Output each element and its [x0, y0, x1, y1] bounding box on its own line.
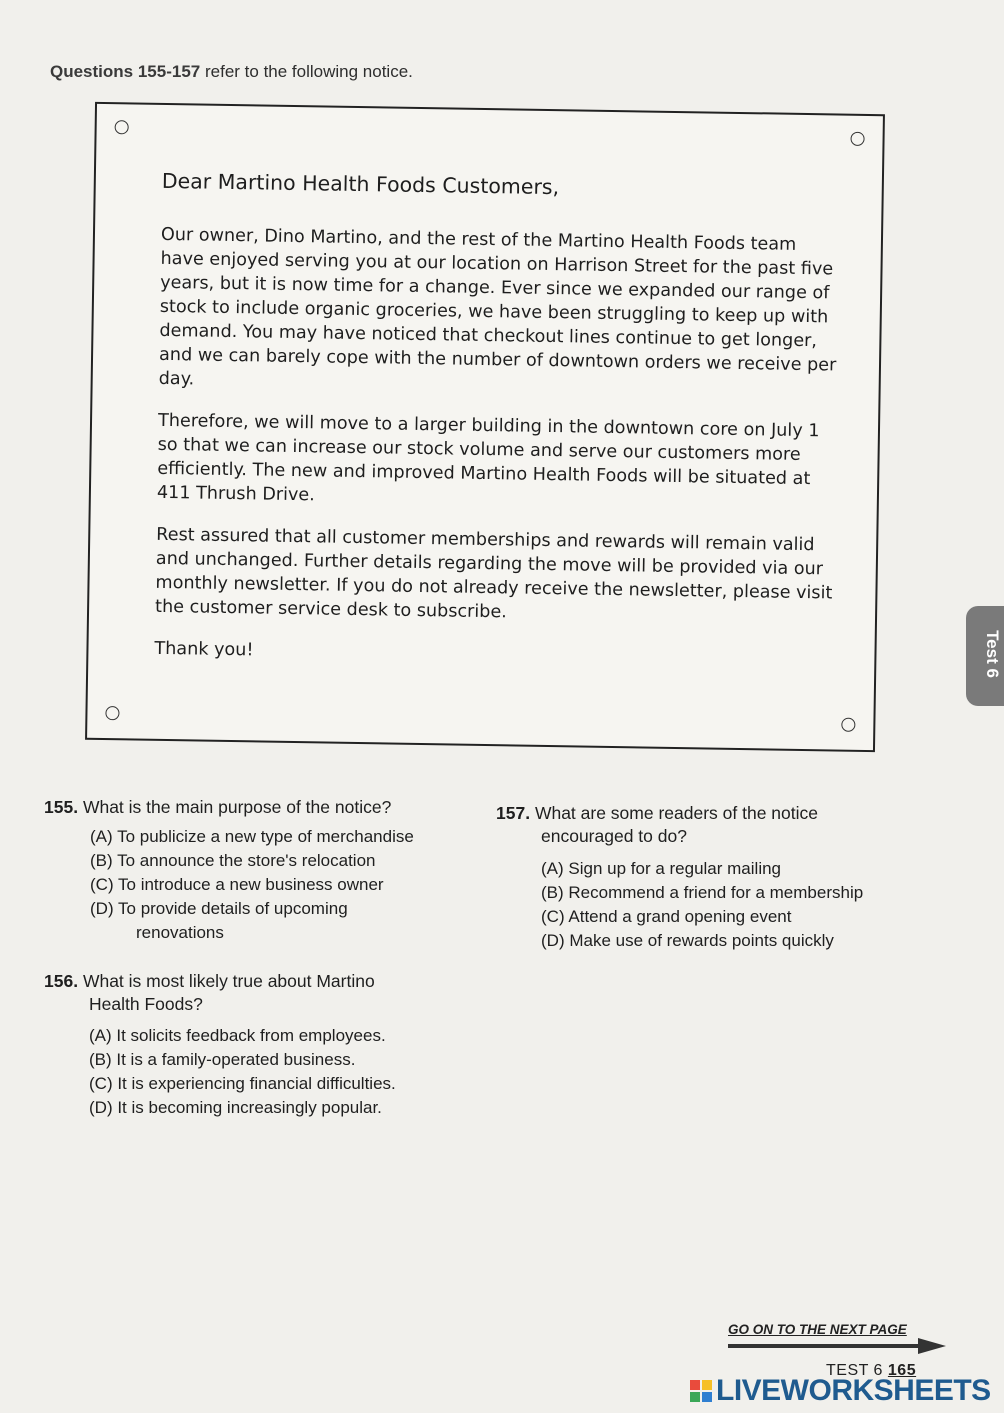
- question-number: 155.: [44, 797, 79, 817]
- option-d[interactable]: (D) To provide details of upcoming: [90, 899, 348, 918]
- question-156: [44, 970, 474, 1120]
- option-list: [496, 857, 936, 953]
- brand-name: LIVEWORKSHEETS: [716, 1374, 991, 1407]
- question-number: 156.: [44, 971, 79, 991]
- option-b[interactable]: (B) To announce the store's relocation: [90, 851, 376, 870]
- option-c[interactable]: (C) To introduce a new business owner: [90, 875, 384, 894]
- punch-hole-bottom-right: [841, 718, 855, 732]
- next-page-link[interactable]: GO ON TO THE NEXT PAGE: [728, 1322, 907, 1337]
- option-a[interactable]: (A) To publicize a new type of merchandise: [90, 827, 414, 846]
- notice-body: [154, 169, 842, 690]
- questions-refer-text: refer to the following notice.: [204, 62, 413, 81]
- notice-paragraph-2: Therefore, we will move to a larger building in the downtown core on July 1 so that we can increase our stock volume and serve our customers more efficiently. The new and improved Martino Health Foods will be situated at 411 Thrush Drive.: [156, 410, 820, 506]
- punch-hole-bottom-left: [105, 706, 119, 720]
- question-stem: What is the main purpose of the notice?: [82, 797, 392, 817]
- question-157: [496, 802, 936, 953]
- notice-box: [85, 102, 885, 752]
- test-side-tab: [966, 606, 1004, 706]
- test-label: TEST 6: [826, 1362, 883, 1379]
- side-tab-label: Test 6: [982, 630, 1002, 678]
- option-d-continued: renovations: [136, 923, 224, 942]
- option-c[interactable]: (C) It is experiencing financial difficulties.: [89, 1074, 396, 1093]
- question-stem-line-1: What is most likely true about Martino: [82, 971, 375, 991]
- question-stem-line-2: Health Foods?: [89, 994, 203, 1014]
- option-list: [44, 825, 474, 945]
- option-a[interactable]: (A) Sign up for a regular mailing: [541, 859, 782, 878]
- question-number: 157.: [496, 803, 531, 823]
- notice-paragraph-1: Our owner, Dino Martino, and the rest of the Martino Health Foods team have enjoyed serving you at our location on Harrison Street for the past five years, but it is now time for a change. Ever since we expanded our range of stock to include organic groceries, we have been struggling to keep up with demand. You may have noticed that checkout lines continue to get longer, and we can barely cope with the number of downtown orders we receive per day.: [158, 224, 837, 390]
- right-arrow-icon: [728, 1338, 948, 1359]
- punch-hole-top-left: [115, 120, 129, 134]
- question-stem-line-1: What are some readers of the notice: [534, 803, 818, 823]
- question-stem-line-2: encouraged to do?: [541, 826, 687, 846]
- notice-paragraph-3: Rest assured that all customer memberships and rewards will remain valid and unchanged. Further details regarding the move will be provided via our monthly newsletter. If you do not already receive the newsletter, please visit the customer service desk to subscribe.: [154, 524, 833, 623]
- page-number: 165: [887, 1362, 917, 1379]
- question-155: [44, 796, 474, 945]
- option-c[interactable]: (C) Attend a grand opening event: [541, 907, 792, 926]
- notice-closing: Thank you!: [154, 638, 254, 661]
- notice-greeting: Dear Martino Health Foods Customers,: [161, 168, 560, 200]
- punch-hole-top-right: [850, 132, 864, 146]
- option-b[interactable]: (B) Recommend a friend for a membership: [541, 883, 864, 902]
- brand-grid-icon: [690, 1380, 712, 1402]
- questions-range: Questions 155-157: [50, 62, 201, 81]
- option-list: [44, 1024, 474, 1120]
- option-d[interactable]: (D) It is becoming increasingly popular.: [89, 1098, 382, 1117]
- option-d[interactable]: (D) Make use of rewards points quickly: [541, 931, 834, 950]
- option-b[interactable]: (B) It is a family-operated business.: [89, 1050, 356, 1069]
- questions-intro: [50, 62, 413, 82]
- option-a[interactable]: (A) It solicits feedback from employees.: [89, 1026, 386, 1045]
- liveworksheets-logo: [690, 1374, 991, 1408]
